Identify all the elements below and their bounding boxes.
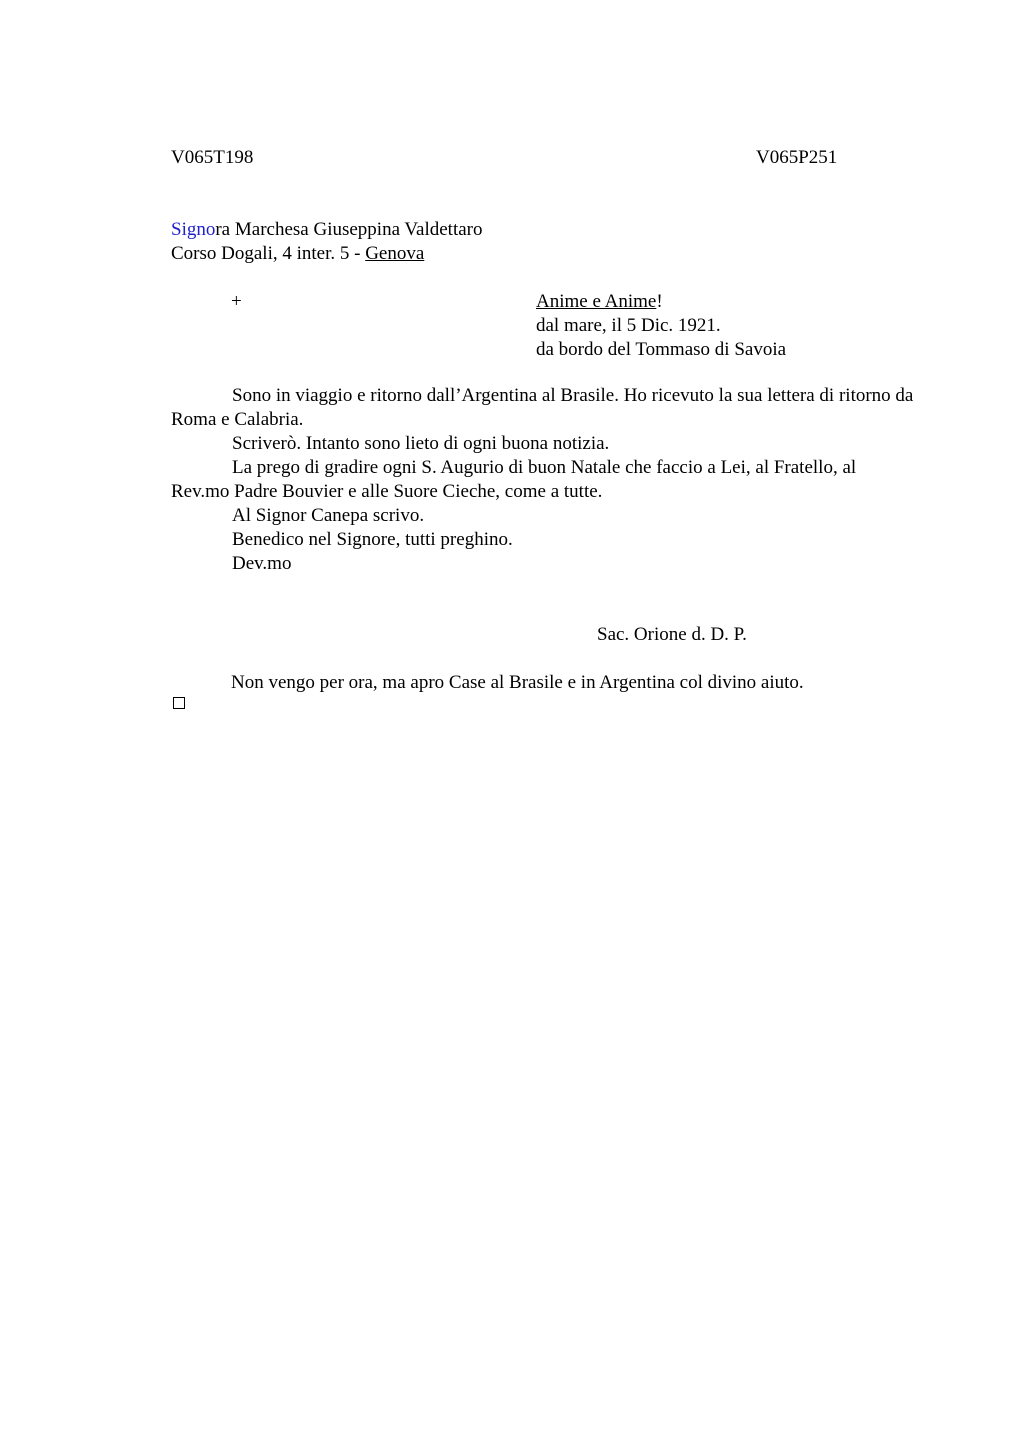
motto-tail: ! xyxy=(656,291,663,312)
street: Corso Dogali, 4 inter. 5 - xyxy=(171,243,366,264)
paragraph-2: Scriverò. Intanto sono lieto di ogni buona notizia. xyxy=(232,433,610,454)
postscript: Non vengo per ora, ma apro Case al Brasile e in Argentina col divino aiuto. xyxy=(231,672,804,693)
paragraph-4: Al Signor Canepa scrivo. xyxy=(232,505,425,526)
ship-line: da bordo del Tommaso di Savoia xyxy=(536,339,787,360)
document-code-right: V065P251 xyxy=(756,147,838,168)
checkbox-icon xyxy=(173,697,185,709)
salutation-rest: ra Marchesa Giuseppina Valdettaro xyxy=(215,219,483,240)
signature: Sac. Orione d. D. P. xyxy=(597,624,747,645)
place-date: dal mare, il 5 Dic. 1921. xyxy=(536,315,721,336)
cross-symbol: + xyxy=(231,291,242,312)
motto-underlined: Anime e Anime xyxy=(536,291,657,312)
paragraph-3: La prego di gradire ogni S. Augurio di buon Natale che faccio a Lei, al Fratello, al Rev.mo Padre Bouvier e alle Suore Cieche, come a tutte. xyxy=(171,457,857,502)
paragraph-5: Benedico nel Signore, tutti preghino. xyxy=(232,529,513,550)
closing: Dev.mo xyxy=(232,553,292,574)
letter-body xyxy=(171,384,916,576)
motto xyxy=(536,290,663,314)
city: Genova xyxy=(365,243,425,264)
recipient-name xyxy=(171,218,483,242)
salutation-highlight: Signo xyxy=(171,219,216,240)
paragraph-1: Sono in viaggio e ritorno dall’Argentina al Brasile. Ho ricevuto la sua lettera di ritorno da Roma e Calabria. xyxy=(171,385,914,430)
document-code-left: V065T198 xyxy=(171,147,254,168)
recipient-address xyxy=(171,242,424,266)
